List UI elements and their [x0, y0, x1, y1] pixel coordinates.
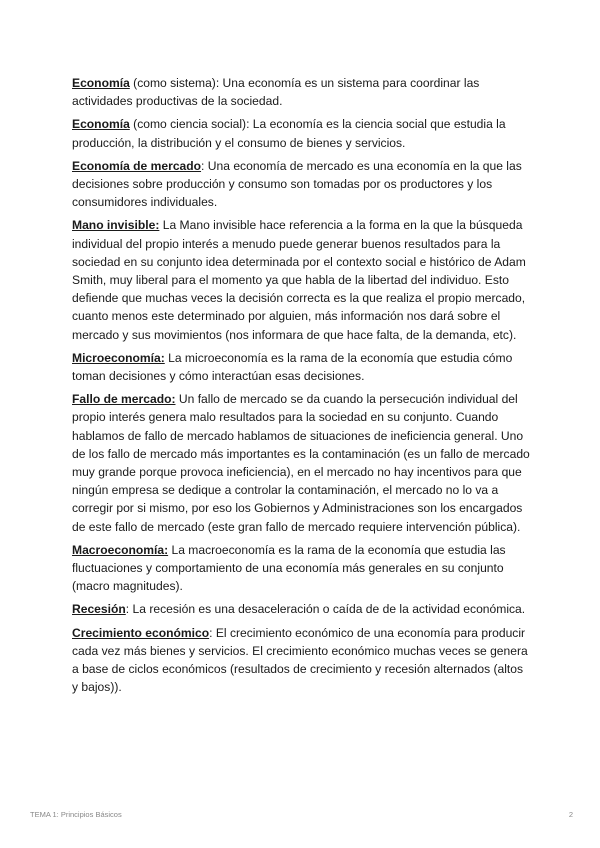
entry-definition: La macroeconomía es la rama de la economía que estudia las fluctuaciones y comportamiento de una economía más generales en su conjunto (macro magnitudes). — [72, 542, 506, 594]
entry-definition: Una economía de mercado es una economía en la que las decisiones sobre producción y consumo son tomadas por os productores y los consumidores individuales. — [72, 158, 522, 210]
entry-fallo-de-mercado — [72, 390, 530, 536]
entry-economia-ciencia-social — [72, 115, 530, 151]
entry-macroeconomia — [72, 541, 530, 596]
footer-page-number: 2 — [568, 810, 573, 819]
entry-term: Microeconomía: — [72, 350, 165, 365]
entry-definition: Un fallo de mercado se da cuando la persecución individual del propio interés genera malo resultados para la sociedad en su conjunto. Cuando hablamos de fallo de mercado hablamos de situaciones de ineficiencia general. Uno de los fallo de mercado más importantes es la contaminación (es un fallo de mercado muy grande porque provoca ineficiencia), en el mercado no hay incentivos para que ningún empresa se dedique a controlar la contaminación, el mercado no lo va a corregir por si mismo, por eso los Gobiernos y Administraciones son los encargados de este fallo de mercado (este gran fallo de mercado requiere intervención pública). — [72, 392, 530, 534]
entry-term: Mano invisible: — [72, 218, 160, 233]
footer-chapter-title: TEMA 1: Principios Básicos — [30, 810, 122, 819]
entry-crecimiento-economico: Crecimiento económico: El crecimiento económico de una economía para producir cada vez más bienes y servicios. El crecimiento económico muchas veces se genera a base de ciclos económicos (resultados de crecimiento y recesión alternados (altos y bajos)). — [72, 625, 528, 695]
entry-term: Economía — [72, 117, 130, 132]
entry-term: Crecimiento económico — [72, 625, 210, 640]
entry-term: Fallo de mercado: — [72, 392, 176, 407]
entry-definition: La Mano invisible hace referencia a la forma en la que la búsqueda individual del propio interés a menudo puede generar buenos resultados para la sociedad en su conjunto idea determinada por el contexto social e histórico de Adam Smith, muy liberal para el momento ya que habla de la libertad del individuo. Esto defiende que muchas veces la decisión correcta es la que realiza el propio mercado, cuanto menos este determinado por alguien, más información nos dará sobre el mercado y sus movimientos (nos informara de que hace falta, de la demanda, etc). — [72, 218, 526, 342]
entry-term: Macroeconomía: — [72, 542, 169, 557]
entry-economia-de-mercado: Economía de mercado: Una economía de mercado es una economía en la que las decisiones sobre producción y consumo son tomadas por os productores y los consumidores individuales. — [72, 158, 522, 210]
glossary-content — [72, 74, 530, 702]
entry-mano-invisible — [72, 216, 530, 343]
entry-definition: (como ciencia social): La economía es la ciencia social que estudia la producción, la distribución y el consumo de bienes y servicios. — [72, 117, 506, 150]
entry-term: Recesión — [72, 602, 126, 617]
entry-definition: (como sistema): Una economía es un sistema para coordinar las actividades productivas de la sociedad. — [72, 76, 480, 109]
entry-recesion: Recesión: La recesión es una desaceleración o caída de de la actividad económica. — [72, 602, 526, 617]
entry-term: Economía de mercado — [72, 158, 202, 173]
entry-definition: La microeconomía es la rama de la economía que estudia cómo toman decisiones y cómo interactúan esas decisiones. — [72, 350, 513, 384]
entry-economia-sistema — [72, 74, 530, 110]
entry-microeconomia — [72, 349, 530, 385]
entry-definition: La recesión es una desaceleración o caída de de la actividad económica. — [132, 602, 526, 617]
entry-term: Economía — [72, 76, 130, 90]
entry-definition: El crecimiento económico de una economía para producir cada vez más bienes y servicios. El crecimiento económico muchas veces se genera a base de ciclos económicos (resultados de crecimiento y recesión alternados (altos y bajos)). — [72, 625, 528, 695]
